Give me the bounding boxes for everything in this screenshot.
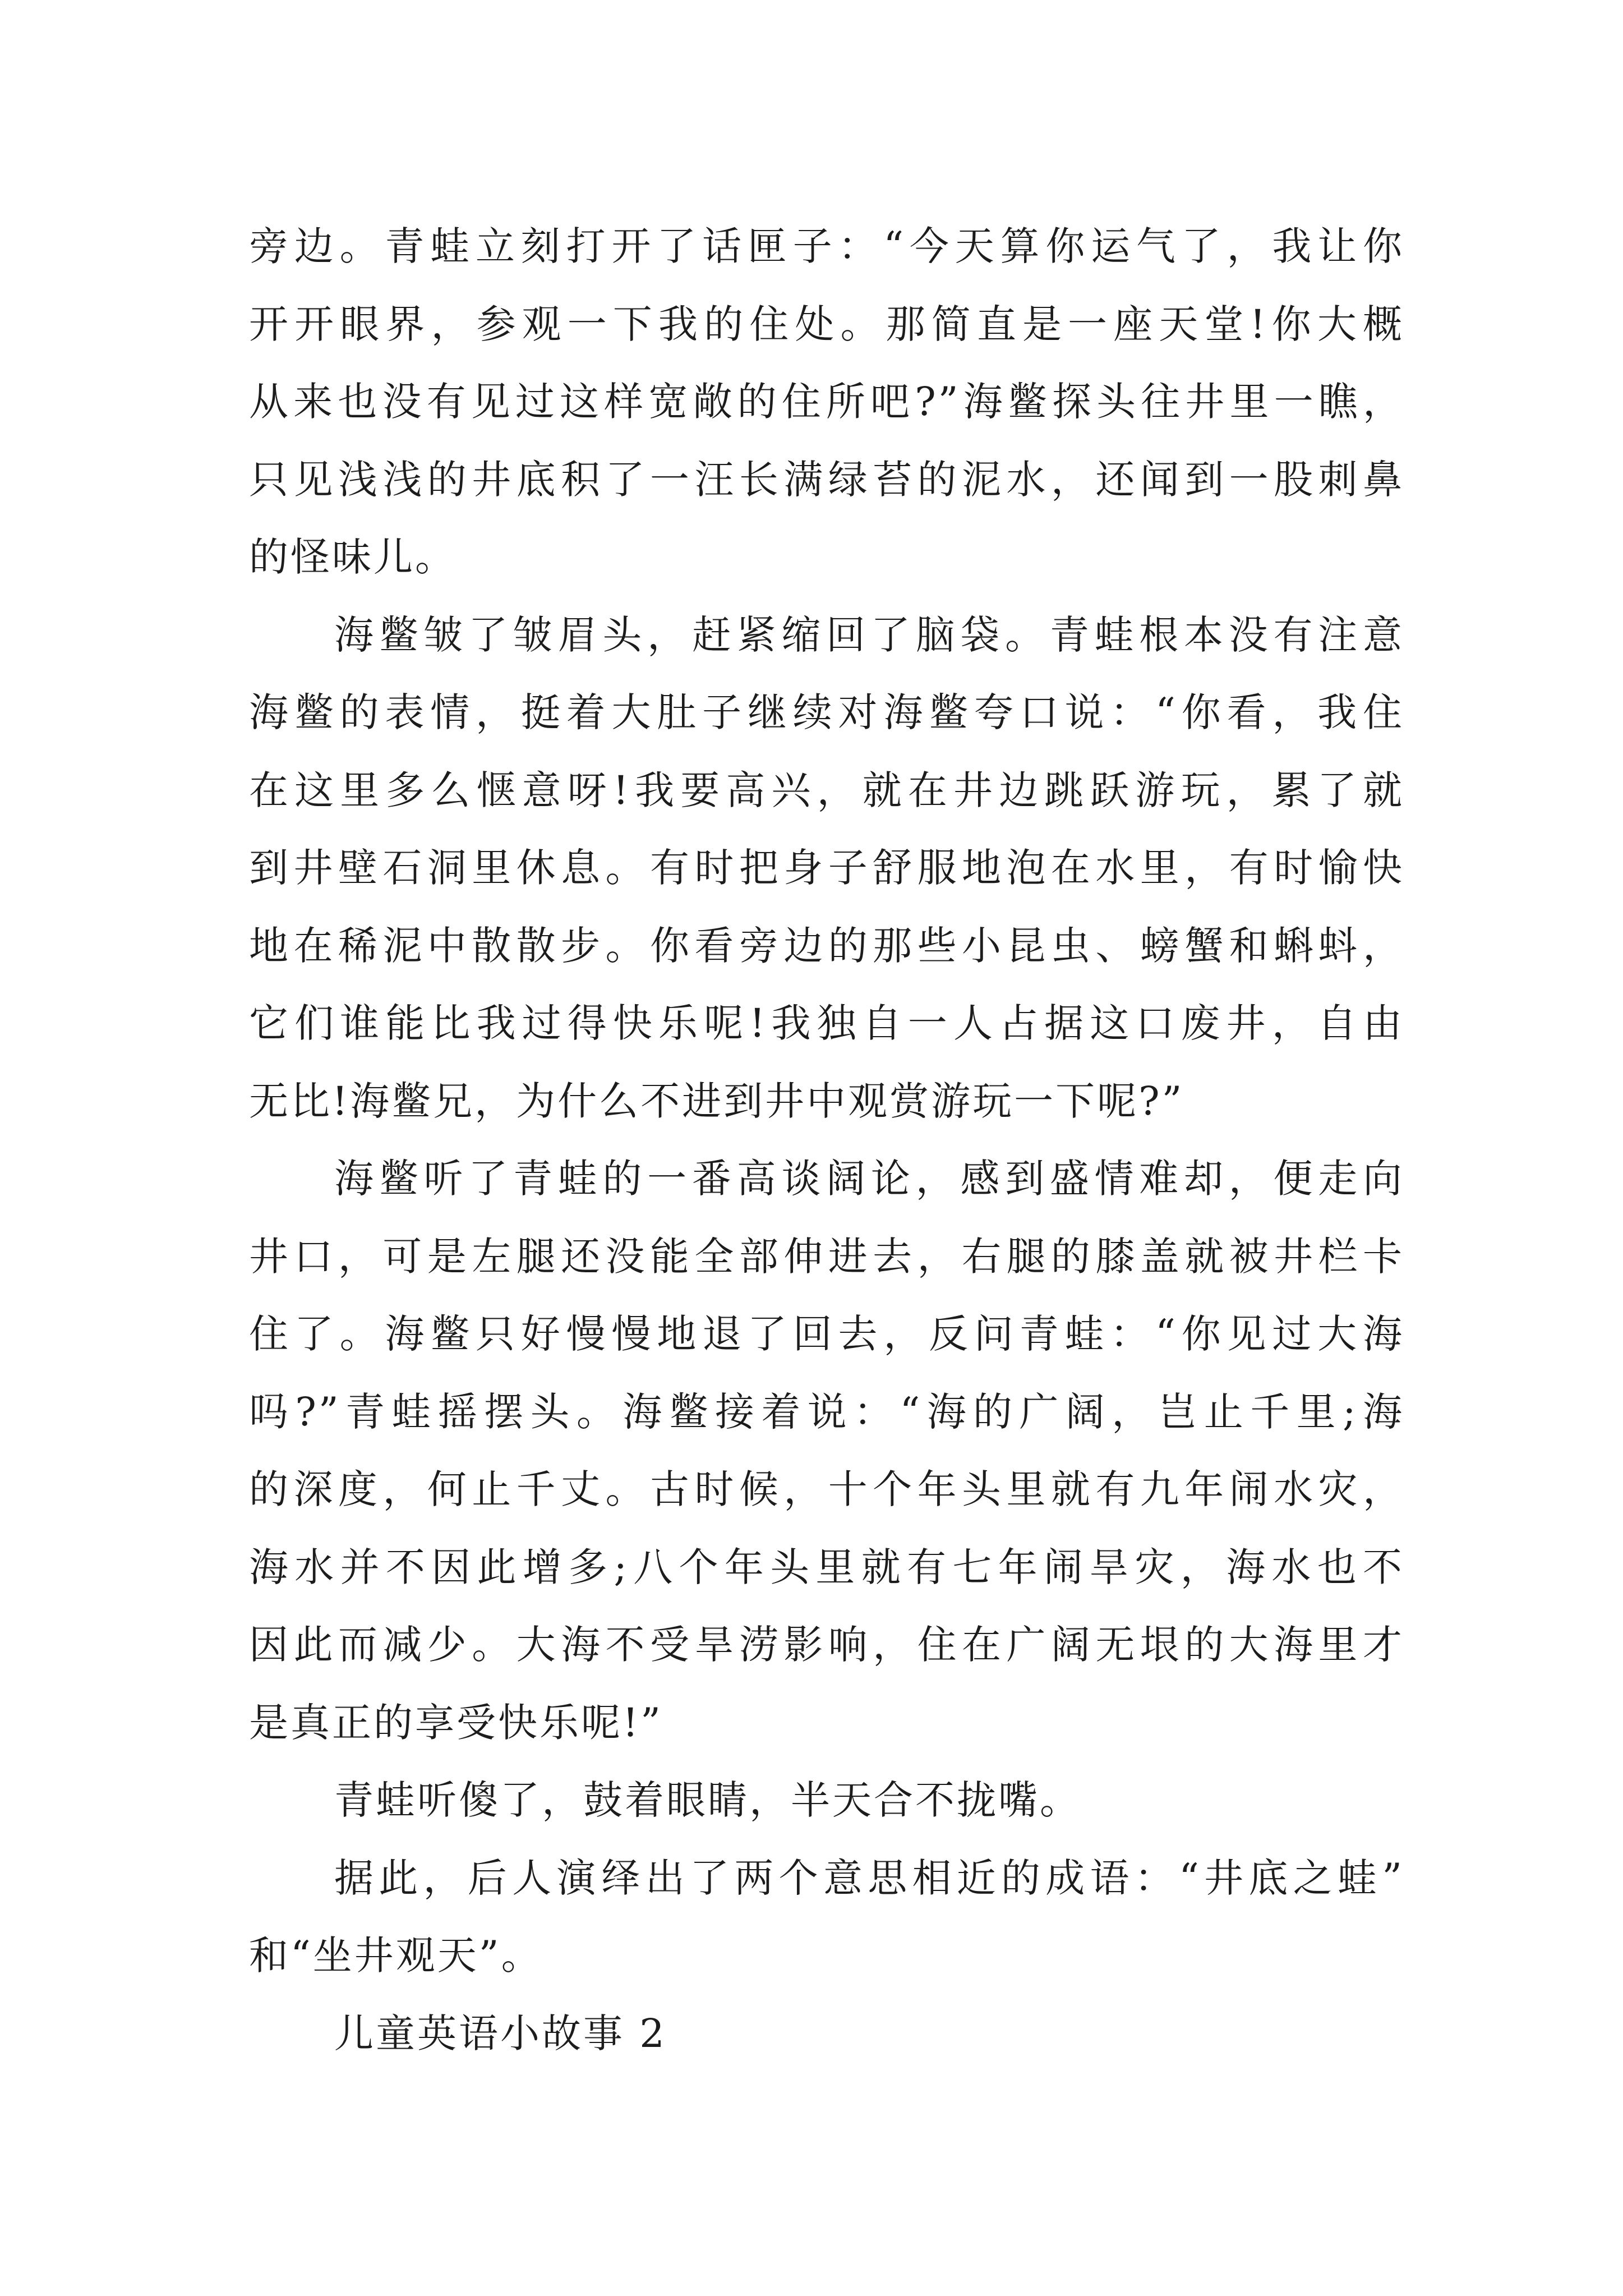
text-line: 到井壁石洞里休息。有时把身子舒服地泡在水里，有时愉快 bbox=[249, 845, 1404, 891]
text-line: 是真正的享受快乐呢!” bbox=[249, 1699, 663, 1746]
document-body bbox=[249, 208, 1404, 2072]
text-line: 住了。海鳖只好慢慢地退了回去，反问青蛙：“你见过大海 bbox=[249, 1311, 1404, 1357]
text-line: 的深度，何止千丈。古时候，十个年头里就有九年闹水灾， bbox=[249, 1466, 1404, 1512]
text-line: 它们谁能比我过得快乐呢!我独自一人占据这口废井，自由 bbox=[249, 1000, 1404, 1046]
text-line: 因此而减少。大海不受旱涝影响，住在广阔无垠的大海里才 bbox=[249, 1622, 1404, 1668]
paragraph-first-line: 海鳖皱了皱眉头，赶紧缩回了脑袋。青蛙根本没有注意 bbox=[334, 611, 1404, 658]
text-line: 只见浅浅的井底积了一汪长满绿苔的泥水，还闻到一股刺鼻 bbox=[249, 456, 1404, 503]
section-heading: 儿童英语小故事 2 bbox=[334, 2010, 667, 2056]
text-line: 海鳖的表情，挺着大肚子继续对海鳖夸口说：“你看，我住 bbox=[249, 689, 1404, 735]
paragraph-first-line: 青蛙听傻了，鼓着眼睛，半天合不拢嘴。 bbox=[334, 1777, 1081, 1823]
text-line: 和“坐井观天”。 bbox=[249, 1932, 543, 1978]
paragraph-first-line: 海鳖听了青蛙的一番高谈阔论，感到盛情难却，便走向 bbox=[334, 1156, 1404, 1202]
text-line: 开开眼界，参观一下我的住处。那简直是一座天堂!你大概 bbox=[249, 301, 1404, 347]
text-line: 无比!海鳖兄，为什么不进到井中观赏游玩一下呢?” bbox=[249, 1078, 1184, 1124]
text-line: 吗?”青蛙摇摆头。海鳖接着说：“海的广阔，岂止千里;海 bbox=[249, 1388, 1404, 1435]
text-line: 海水并不因此增多;八个年头里就有七年闹旱灾，海水也不 bbox=[249, 1544, 1404, 1590]
text-line: 井口，可是左腿还没能全部伸进去，右腿的膝盖就被井栏卡 bbox=[249, 1233, 1404, 1280]
text-line: 在这里多么惬意呀!我要高兴，就在井边跳跃游玩，累了就 bbox=[249, 767, 1404, 813]
paragraph-first-line: 据此，后人演绎出了两个意思相近的成语：“井底之蛙” bbox=[334, 1855, 1404, 1901]
text-line: 地在稀泥中散散步。你看旁边的那些小昆虫、螃蟹和蝌蚪， bbox=[249, 922, 1404, 969]
text-line: 旁边。青蛙立刻打开了话匣子：“今天算你运气了，我让你 bbox=[249, 223, 1404, 269]
text-line: 的怪味儿。 bbox=[249, 534, 457, 580]
text-line: 从来也没有见过这样宽敞的住所吧?”海鳖探头往井里一瞧， bbox=[249, 379, 1404, 425]
